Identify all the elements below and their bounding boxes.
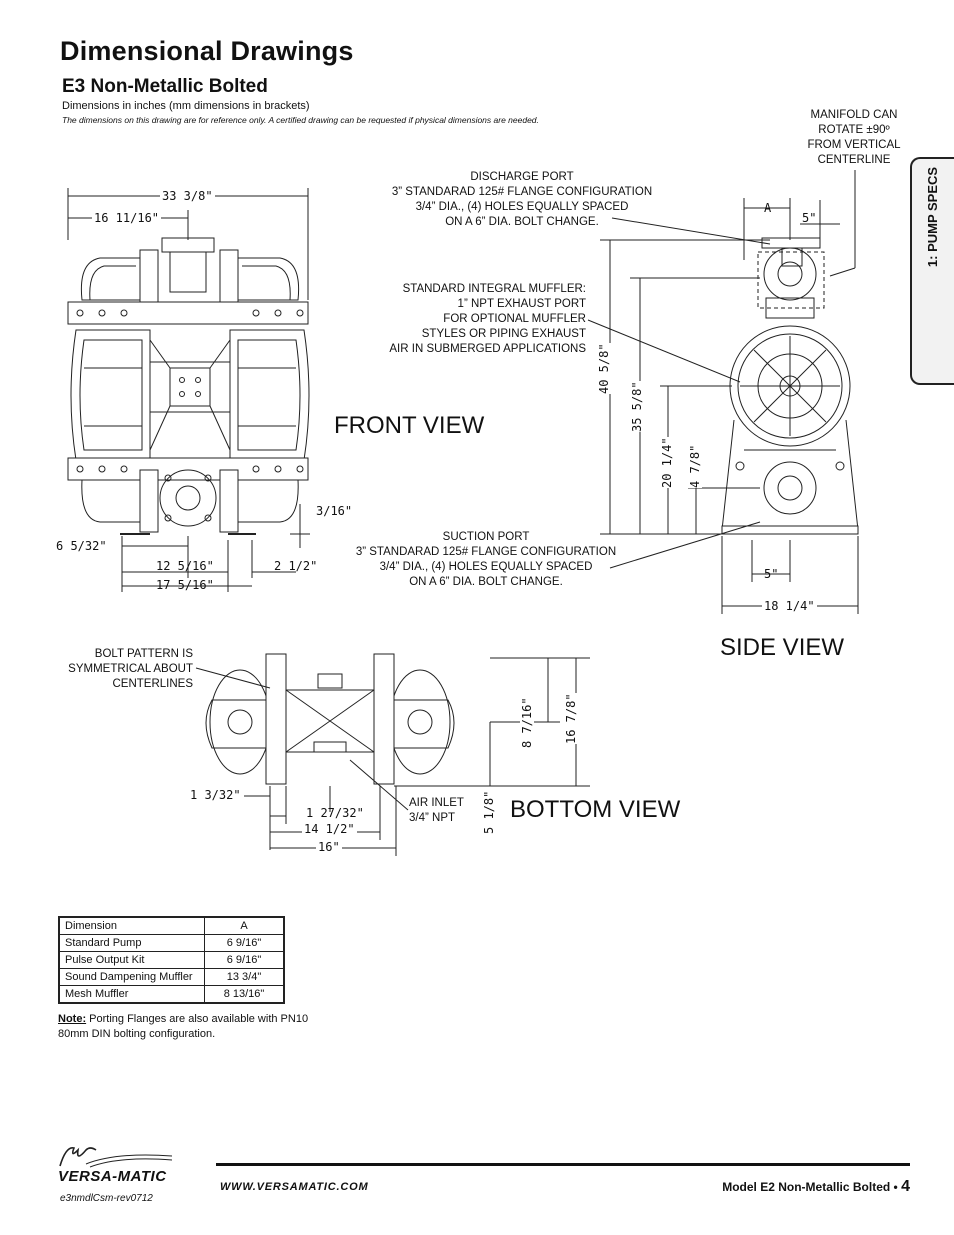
table-cell-value: 6 9/16" xyxy=(205,935,285,952)
dim-side-18: 18 1/4" xyxy=(764,599,815,613)
table-header-dimension: Dimension xyxy=(59,917,205,935)
revision-code: e3nmdlCsm-rev0712 xyxy=(60,1193,153,1204)
dim-side-20: 20 1/4" xyxy=(660,437,674,488)
dim-front-half: 16 11/16" xyxy=(94,211,160,225)
footer-model xyxy=(722,1178,910,1196)
versa-matic-logo-icon xyxy=(56,1142,176,1170)
logo-text: VERSA-MATIC xyxy=(58,1168,167,1185)
dim-bottom-16-7-8: 16 7/8" xyxy=(564,693,578,744)
bolt-pattern-callout: BOLT PATTERN IS SYMMETRICAL ABOUT CENTERLINES xyxy=(68,648,193,690)
table-row xyxy=(59,986,284,1004)
dim-front-2half: 2 1/2" xyxy=(274,559,318,573)
porting-note xyxy=(58,1012,318,1042)
table-header-a: A xyxy=(205,917,285,935)
dim-bottom-16: 16" xyxy=(318,840,340,854)
air-inlet-callout: AIR INLET 3/4” NPT xyxy=(409,797,464,824)
table-cell-value: 6 9/16" xyxy=(205,952,285,969)
dim-side-a: A xyxy=(764,201,772,215)
model-text: Model E2 Non-Metallic Bolted • xyxy=(722,1180,898,1194)
muffler-callout: STANDARD INTEGRAL MUFFLER: 1” NPT EXHAUST PORT FOR OPTIONAL MUFFLER STYLES OR PIPING EXHAUST AIR IN SUBMERGED APPLICATIONS xyxy=(389,283,586,355)
table-row xyxy=(59,935,284,952)
table-cell-label: Pulse Output Kit xyxy=(59,952,205,969)
suction-port-callout: SUCTION PORT 3” STANDARAD 125# FLANGE CONFIGURATION 3/4” DIA., (4) HOLES EQUALLY SPACED ON A 6” DIA. BOLT CHANGE. xyxy=(355,531,617,588)
dim-front-foot: 3/16" xyxy=(316,504,353,518)
dim-side-4: 4 7/8" xyxy=(688,444,702,488)
manifold-callout: MANIFOLD CAN ROTATE ±90º FROM VERTICAL CENTERLINE xyxy=(807,109,901,166)
table-cell-label: Sound Dampening Muffler xyxy=(59,969,205,986)
disclaimer: The dimensions on this drawing are for reference only. A certified drawing can be requested if physical dimensions are needed. xyxy=(62,115,539,125)
footer-rule xyxy=(216,1163,910,1166)
note-label: Note: xyxy=(58,1013,87,1025)
table-cell-value: 8 13/16" xyxy=(205,986,285,1004)
discharge-port-callout: DISCHARGE PORT 3” STANDARAD 125# FLANGE CONFIGURATION 3/4” DIA., (4) HOLES EQUALLY SPACED ON A 6” DIA. BOLT CHANGE. xyxy=(391,171,653,228)
dim-bottom-8: 8 7/16" xyxy=(520,697,534,748)
dimensions-note: Dimensions in inches (mm dimensions in brackets) xyxy=(62,100,310,112)
dim-side-40: 40 5/8" xyxy=(597,343,611,394)
side-view-label: SIDE VIEW xyxy=(720,634,845,661)
note-text: Porting Flanges are also available with PN10 80mm DIN bolting configuration. xyxy=(58,1013,309,1040)
table-cell-label: Mesh Muffler xyxy=(59,986,205,1004)
dim-side-5-top: 5" xyxy=(802,211,817,225)
bottom-view-drawing xyxy=(196,654,590,856)
website-link[interactable]: WWW.VERSAMATIC.COM xyxy=(220,1181,369,1193)
page-number: 4 xyxy=(901,1178,910,1195)
table-row xyxy=(59,969,284,986)
table-header-row xyxy=(59,917,284,935)
dim-front-width: 33 3/8" xyxy=(162,189,213,203)
section-tab-label: 1: PUMP SPECS xyxy=(925,166,940,268)
page-title: Dimensional Drawings xyxy=(60,36,354,66)
bottom-view-label: BOTTOM VIEW xyxy=(510,796,681,823)
dim-front-17: 17 5/16" xyxy=(156,578,214,592)
dim-side-5-bottom: 5" xyxy=(764,567,779,581)
dim-front-left: 6 5/32" xyxy=(56,539,107,553)
dimension-table xyxy=(58,916,285,1004)
dim-bottom-1-27-32: 1 27/32" xyxy=(306,806,364,820)
dim-bottom-5: 5 1/8" xyxy=(482,790,496,834)
dim-bottom-1-3-32: 1 3/32" xyxy=(190,788,241,802)
front-view-drawing xyxy=(68,188,310,592)
table-cell-label: Standard Pump xyxy=(59,935,205,952)
dim-front-12: 12 5/16" xyxy=(156,559,214,573)
dim-side-35: 35 5/8" xyxy=(630,381,644,432)
dim-bottom-14: 14 1/2" xyxy=(304,822,355,836)
page-subtitle: E3 Non-Metallic Bolted xyxy=(62,76,268,97)
table-cell-value: 13 3/4" xyxy=(205,969,285,986)
front-view-label: FRONT VIEW xyxy=(334,412,485,439)
table-row xyxy=(59,952,284,969)
